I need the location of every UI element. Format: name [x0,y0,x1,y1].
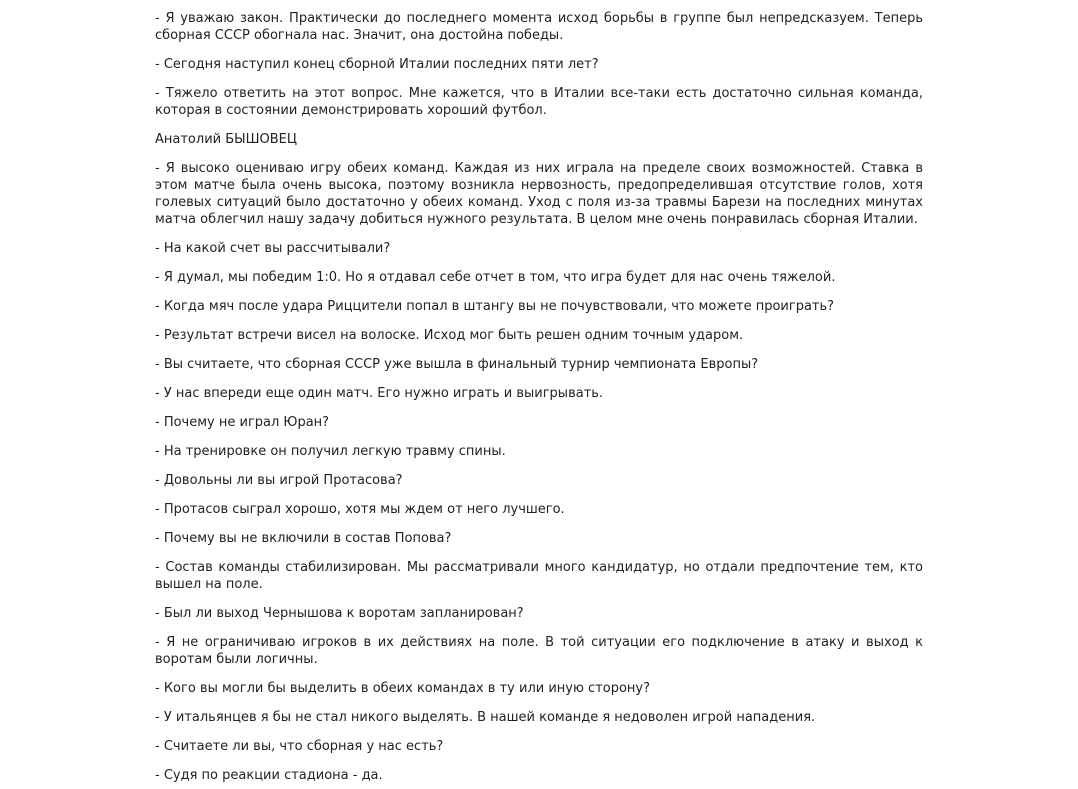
interview-answer: - Я не ограничиваю игроков в их действиях на поле. В той ситуации его подключение в атаку и выход к воротам были логичны. [155,635,923,667]
interview-answer: - Я уважаю закон. Практически до последнего момента исход борьбы в группе был непредсказуем. Теперь сборная СССР обогнала нас. Значит, она достойна победы. [155,11,923,43]
interview-answer: - Я думал, мы победим 1:0. Но я отдавал себе отчет в том, что игра будет для нас очень тяжелой. [155,270,836,285]
interview-question: - Почему вы не включили в состав Попова? [155,531,452,546]
interview-answer: - У нас впереди еще один матч. Его нужно играть и выигрывать. [155,386,604,401]
interview-question: - Когда мяч после удара Риццители попал в штангу вы не почувствовали, что можете проиграть? [155,299,835,314]
interview-question: - Считаете ли вы, что сборная у нас есть? [155,739,444,754]
interview-question: - Сегодня наступил конец сборной Италии последних пяти лет? [155,57,599,72]
interview-question: - На какой счет вы рассчитывали? [155,241,391,256]
interview-question: - Почему не играл Юран? [155,415,330,430]
interview-question: - Довольны ли вы игрой Протасова? [155,473,403,488]
speaker-heading: Анатолий БЫШОВЕЦ [155,132,297,147]
interview-answer: - Результат встречи висел на волоске. Исход мог быть решен одним точным ударом. [155,328,744,343]
interview-answer: - У итальянцев я бы не стал никого выделять. В нашей команде я недоволен игрой нападения. [155,710,816,725]
interview-question: - Вы считаете, что сборная СССР уже вышла в финальный турнир чемпионата Европы? [155,357,759,372]
interview-question: - Кого вы могли бы выделить в обеих командах в ту или иную сторону? [155,681,651,696]
interview-question: - Был ли выход Чернышова к воротам запланирован? [155,606,524,621]
interview-answer: - На тренировке он получил легкую травму спины. [155,444,506,459]
interview-answer: - Судя по реакции стадиона - да. [155,768,383,783]
interview-answer: - Тяжело ответить на этот вопрос. Мне кажется, что в Италии все-таки есть достаточно сильная команда, которая в состоянии демонстрировать хороший футбол. [155,86,923,118]
interview-answer: - Протасов сыграл хорошо, хотя мы ждем от него лучшего. [155,502,565,517]
interview-answer: - Состав команды стабилизирован. Мы рассматривали много кандидатур, но отдали предпочтение тем, кто вышел на поле. [155,560,923,592]
interview-answer: - Я высоко оцениваю игру обеих команд. Каждая из них играла на пределе своих возможностей. Ставка в этом матче была очень высока, поэтому возникла нервозность, предопределившая отсутствие голов, хотя голевых ситуаций было достаточно у обеих команд. Уход с поля из-за травмы Барези на последних минутах матча облегчил нашу задачу добиться нужного результата. В целом мне очень понравилась сборная Италии. [155,161,923,227]
document-page [155,0,923,784]
